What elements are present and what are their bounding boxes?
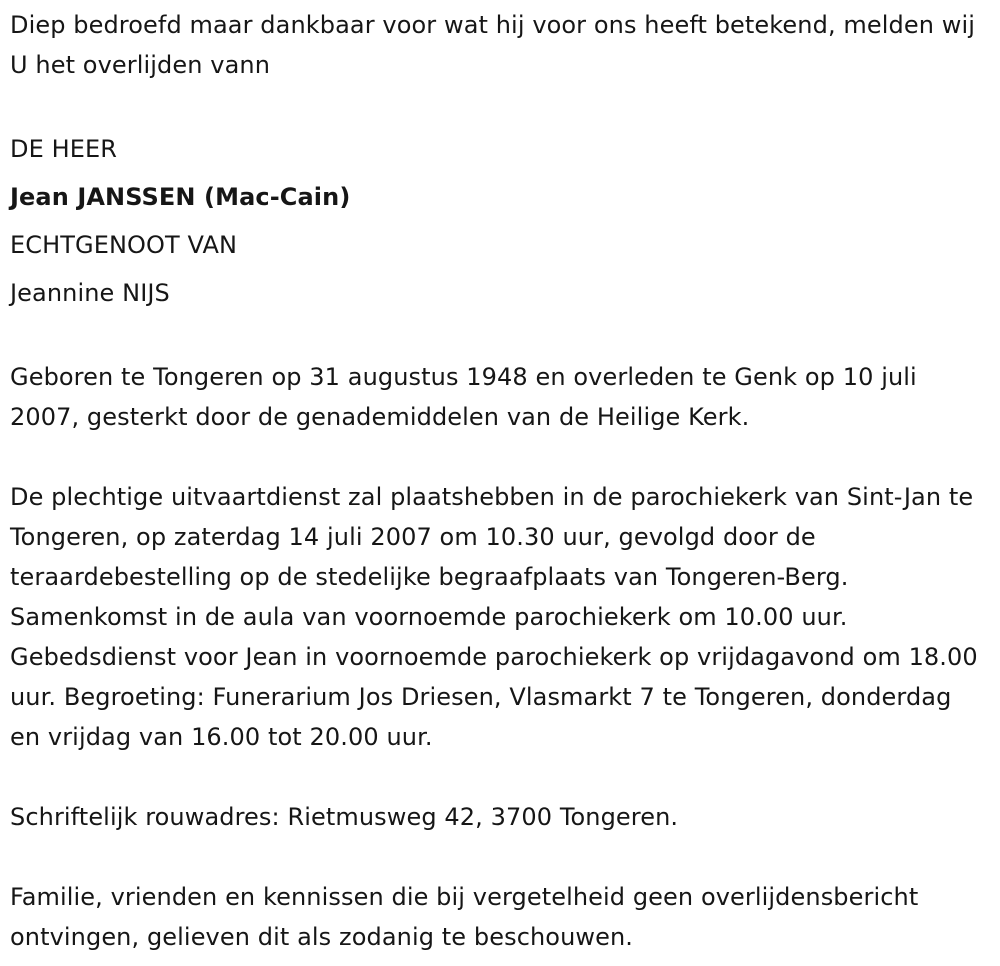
spacer (10, 837, 985, 877)
spacer (10, 317, 985, 357)
intro-paragraph: Diep bedroefd maar dankbaar voor wat hij voor ons heeft betekend, melden wij U het overlijden vann (10, 11, 976, 79)
obituary-notice (10, 5, 985, 957)
address-paragraph: Schriftelijk rouwadres: Rietmusweg 42, 3700 Tongeren. (10, 803, 679, 831)
spacer (10, 757, 985, 797)
funeral-paragraph: De plechtige uitvaartdienst zal plaatshebben in de parochiekerk van Sint-Jan te Tongeren, op zaterdag 14 juli 2007 om 10.30 uur, gevolgd door de teraardebestelling op de stedelijke begraafplaats van Tongeren-Berg. Samenkomst in de aula van voornoemde parochiekerk om 10.00 uur. Gebedsdienst voor Jean in voornoemde parochiekerk op vrijdagavond om 18.00 uur. Begroeting: Funerarium Jos Driesen, Vlasmarkt 7 te Tongeren, donderdag en vrijdag van 16.00 tot 20.00 uur. (10, 483, 978, 751)
closing-paragraph: Familie, vrienden en kennissen die bij vergetelheid geen overlijdensbericht ontvingen, gelieven dit als zodanig te beschouwen. (10, 883, 919, 951)
birth-death-paragraph: Geboren te Tongeren op 31 augustus 1948 en overleden te Genk op 10 juli 2007, gesterkt door de genademiddelen van de Heilige Kerk. (10, 363, 917, 431)
spacer (10, 85, 985, 125)
deceased-name: Jean JANSSEN (Mac-Cain) (10, 183, 351, 211)
relation-line: ECHTGENOOT VAN (10, 231, 238, 259)
spacer (10, 437, 985, 477)
title-line: DE HEER (10, 135, 118, 163)
spouse-name: Jeannine NIJS (10, 279, 170, 307)
